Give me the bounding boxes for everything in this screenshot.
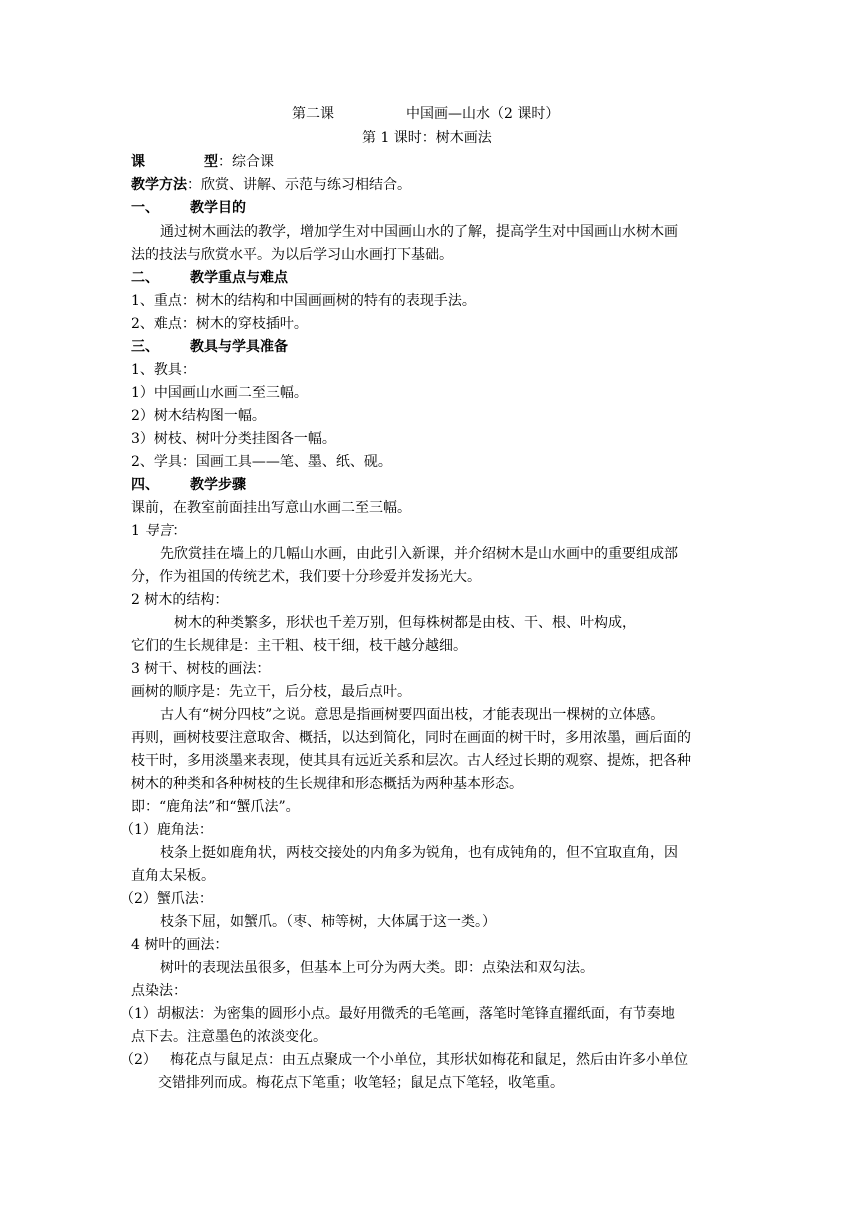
step-1-title: 导言 bbox=[144, 523, 173, 539]
pepper-dot-line-2: 点下去。注意墨色的浓淡变化。 bbox=[131, 1029, 327, 1045]
section-1-paragraph-line-1: 通过树木画法的教学，增加学生对中国画山水的了解，提高学生对中国画山水树木画 bbox=[160, 224, 678, 240]
step-1-colon: ： bbox=[172, 523, 187, 539]
dot-method-heading: 点染法： bbox=[131, 983, 187, 999]
student-tools-item: 2、学具：国画工具——笔、墨、纸、砚。 bbox=[131, 454, 392, 470]
step-4-line-1: 树叶的表现法虽很多，但基本上可分为两大类。即：点染法和双勾法。 bbox=[160, 960, 594, 976]
section-1-number: 一、 bbox=[131, 200, 159, 216]
section-1-title: 教学目的 bbox=[190, 200, 246, 216]
section-1-paragraph-line-2: 法的技法与欣赏水平。为以后学习山水画打下基础。 bbox=[131, 247, 453, 263]
step-2-line-2: 它们的生长规律是：主干粗、枝干细，枝干越分越细。 bbox=[131, 638, 467, 654]
lesson-subtitle: 第 1 课时：树木画法 bbox=[362, 130, 492, 146]
section-3-title: 教具与学具准备 bbox=[190, 339, 288, 355]
teaching-method bbox=[131, 174, 411, 196]
plum-dot-line-2: 交错排列而成。梅花点下笔重；收笔轻；鼠足点下笔轻，收笔重。 bbox=[158, 1075, 564, 1091]
step-3-line-4: 枝干时，多用淡墨来表现，使其具有远近关系和层次。古人经过长期的观察、提炼，把各种 bbox=[131, 753, 691, 769]
crab-claw-heading: （2）蟹爪法： bbox=[120, 891, 213, 907]
deer-antler-line-2: 直角太呆板。 bbox=[131, 868, 215, 884]
step-1-line-2: 分，作为祖国的传统艺术，我们要十分珍爱并发扬光大。 bbox=[131, 569, 481, 585]
section-4-title: 教学步骤 bbox=[190, 477, 246, 493]
step-3-line-6: 即：“鹿角法”和“蟹爪法”。 bbox=[131, 799, 300, 815]
teaching-aids-heading: 1、教具： bbox=[131, 362, 196, 378]
lesson-title: 中国画—山水（2 课时） bbox=[406, 106, 560, 122]
step-3-line-5: 树木的种类和各种树枝的生长规律和形态概括为两种基本形态。 bbox=[131, 776, 523, 792]
step-1-number: 1 bbox=[131, 523, 145, 539]
method-value: ：欣赏、讲解、示范与练习相结合。 bbox=[187, 177, 411, 193]
section-2-number: 二、 bbox=[131, 270, 159, 286]
deer-antler-line-1: 枝条上挺如鹿角状，两枝交接处的内角多为锐角，也有成钝角的，但不宜取直角，因 bbox=[160, 845, 678, 861]
pre-class-note: 课前，在教室前面挂出写意山水画二至三幅。 bbox=[131, 500, 411, 516]
step-2-line-1: 树木的种类繁多，形状也千差万别，但每株树都是由枝、干、根、叶构成， bbox=[174, 615, 636, 631]
type-label-a: 课 bbox=[131, 154, 145, 170]
step-3-heading: 3 树干、树枝的画法： bbox=[131, 661, 271, 677]
deer-antler-heading: （1）鹿角法： bbox=[120, 822, 213, 838]
type-label-b: 型 bbox=[204, 154, 218, 170]
step-3-line-3: 再则，画树枝要注意取舍、概括，以达到简化，同时在画面的树干时，多用浓墨，画后面的 bbox=[131, 730, 691, 746]
step-2-heading: 2 树木的结构： bbox=[131, 592, 229, 608]
step-3-line-2: 古人有“树分四枝”之说。意思是指画树要四面出枝，才能表现出一棵树的立体感。 bbox=[160, 707, 665, 723]
section-2-title: 教学重点与难点 bbox=[190, 270, 288, 286]
step-1-heading bbox=[131, 520, 186, 542]
section-4-number: 四、 bbox=[131, 477, 159, 493]
crab-claw-line: 枝条下屈，如蟹爪。（枣、柿等树，大体属于这一类。） bbox=[160, 914, 496, 930]
plum-dot-number: （2） bbox=[120, 1052, 157, 1068]
pepper-dot-line-1: （1）胡椒法：为密集的圆形小点。最好用微秃的毛笔画，落笔时笔锋直擢纸面，有节奏地 bbox=[120, 1006, 675, 1022]
type-value: ：综合课 bbox=[218, 154, 274, 170]
key-point-item: 1、重点：树木的结构和中国画画树的特有的表现手法。 bbox=[131, 293, 476, 309]
plum-dot-line-1: 梅花点与鼠足点：由五点聚成一个小单位，其形状如梅花和鼠足，然后由许多小单位 bbox=[170, 1052, 688, 1068]
teaching-aid-item: 1）中国画山水画二至三幅。 bbox=[131, 385, 308, 401]
step-1-line-1: 先欣赏挂在墙上的几幅山水画，由此引入新课，并介绍树木是山水画中的重要组成部 bbox=[160, 546, 678, 562]
difficulty-item: 2、难点：树木的穿枝插叶。 bbox=[131, 316, 308, 332]
lesson-number: 第二课 bbox=[292, 106, 334, 122]
teaching-aid-item: 3）树枝、树叶分类挂图各一幅。 bbox=[131, 431, 336, 447]
step-3-line-1: 画树的顺序是：先立干，后分枝，最后点叶。 bbox=[131, 684, 411, 700]
step-4-heading: 4 树叶的画法： bbox=[131, 937, 229, 953]
teaching-aid-item: 2）树木结构图一幅。 bbox=[131, 408, 266, 424]
section-3-number: 三、 bbox=[131, 339, 159, 355]
method-label: 教学方法 bbox=[131, 177, 187, 193]
